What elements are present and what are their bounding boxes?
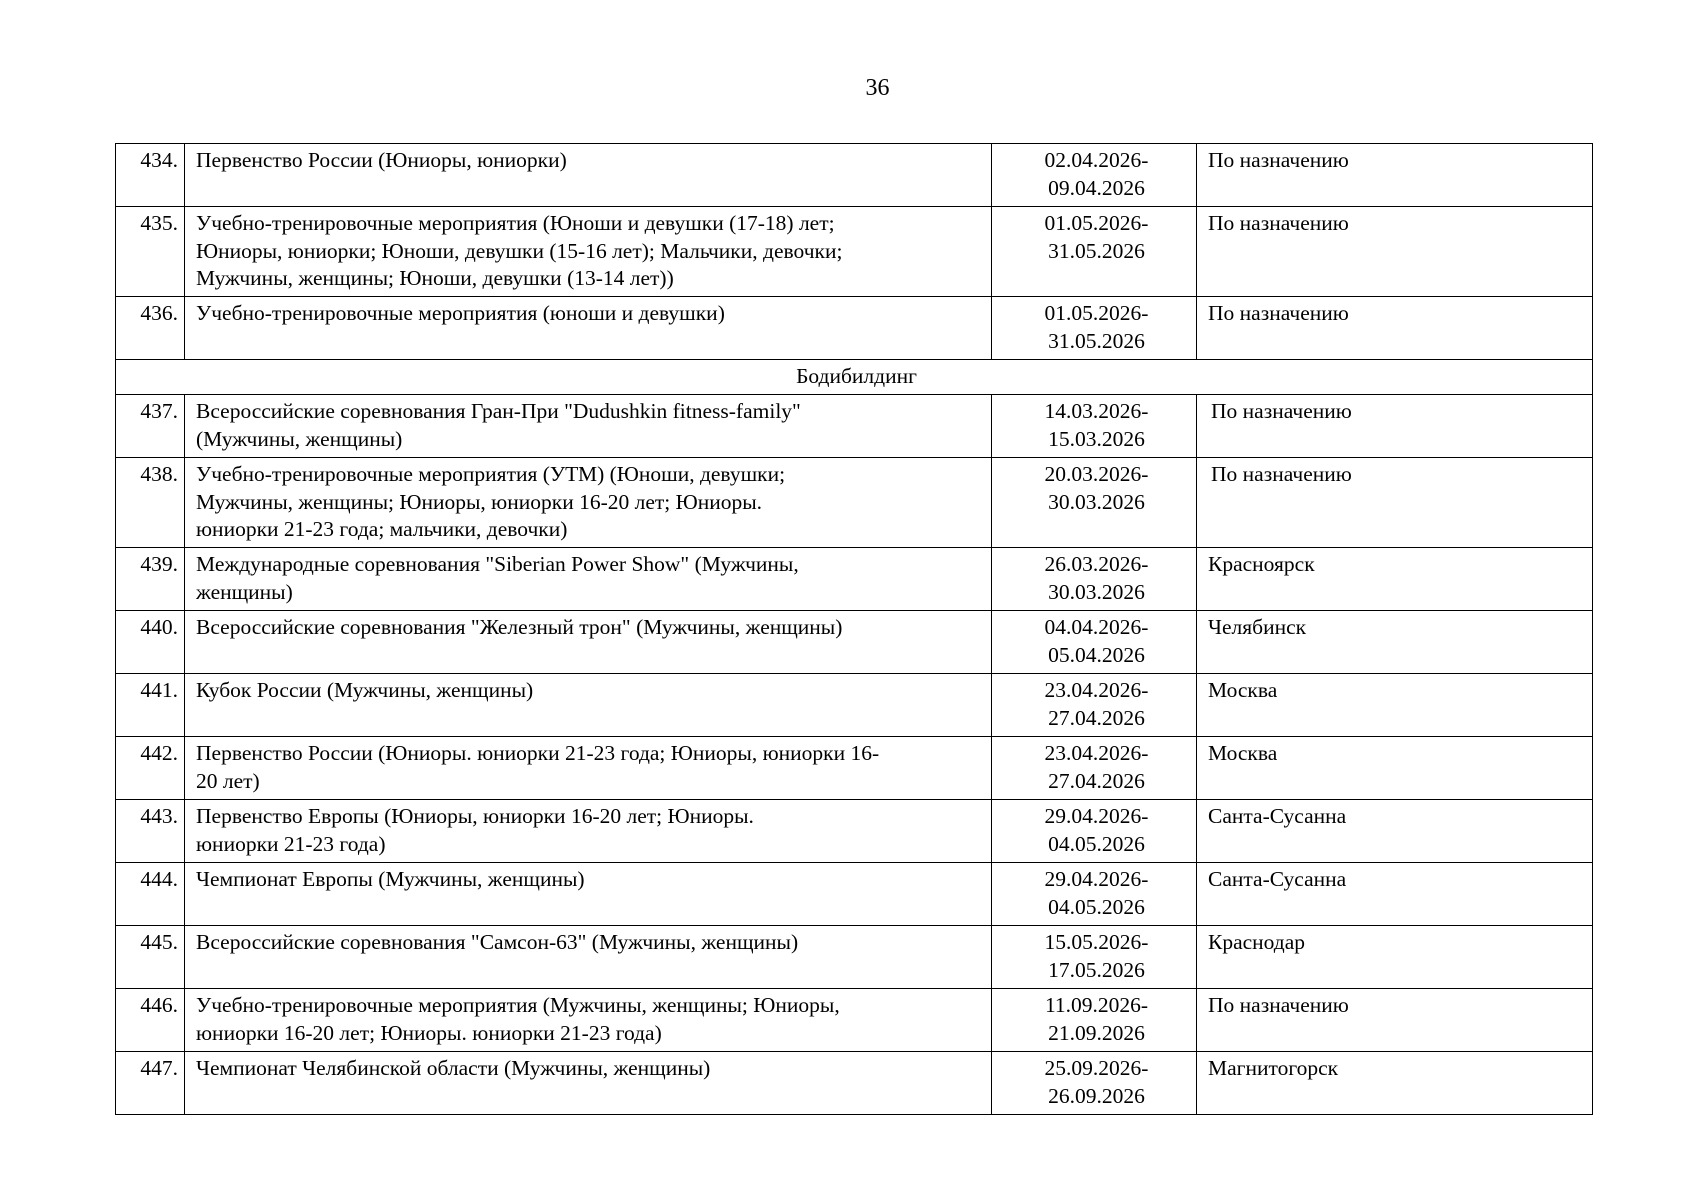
events-table <box>115 143 1593 1115</box>
event-name: Первенство России (Юниоры, юниорки) <box>185 144 992 207</box>
date-start: 01.05.2026- <box>1044 301 1149 325</box>
date-start: 14.03.2026- <box>1044 399 1149 423</box>
event-name: Всероссийские соревнования "Железный трон" (Мужчины, женщины) <box>185 611 992 674</box>
event-place: Москва <box>1197 674 1593 737</box>
event-dates <box>992 989 1197 1052</box>
row-number: 447. <box>116 1052 185 1115</box>
row-number: 436. <box>116 297 185 360</box>
event-dates <box>992 1052 1197 1115</box>
table-row <box>116 144 1593 207</box>
event-name: Учебно-тренировочные мероприятия (юноши и девушки) <box>185 297 992 360</box>
row-number: 445. <box>116 926 185 989</box>
event-place: Красноярск <box>1197 548 1593 611</box>
event-name: Учебно-тренировочные мероприятия (Юноши и девушки (17-18) лет; Юниоры, юниорки; Юноши, девушки (15-16 лет); Мальчики, девочки; Мужчины, женщины; Юноши, девушки (13-14 лет)) <box>185 207 992 297</box>
event-dates <box>992 863 1197 926</box>
date-start: 15.05.2026- <box>1044 930 1149 954</box>
table-row <box>116 395 1593 458</box>
row-number: 434. <box>116 144 185 207</box>
event-dates <box>992 926 1197 989</box>
table-row <box>116 863 1593 926</box>
date-end: 09.04.2026 <box>1048 175 1145 200</box>
event-place: Санта-Сусанна <box>1197 863 1593 926</box>
event-place: Краснодар <box>1197 926 1593 989</box>
event-dates <box>992 395 1197 458</box>
event-place: По назначению <box>1197 989 1593 1052</box>
table-row <box>116 800 1593 863</box>
event-name: Всероссийские соревнования Гран-При "Dudushkin fitness-family" (Мужчины, женщины) <box>185 395 992 458</box>
event-place: По назначению <box>1197 297 1593 360</box>
date-end: 30.03.2026 <box>1048 489 1145 514</box>
date-end: 27.04.2026 <box>1048 768 1145 793</box>
date-end: 17.05.2026 <box>1048 957 1145 982</box>
event-place: Магнитогорск <box>1197 1052 1593 1115</box>
row-number: 442. <box>116 737 185 800</box>
event-dates <box>992 611 1197 674</box>
events-table-body <box>116 144 1593 1115</box>
date-start: 25.09.2026- <box>1044 1056 1149 1080</box>
row-number: 443. <box>116 800 185 863</box>
event-dates <box>992 674 1197 737</box>
event-dates <box>992 458 1197 548</box>
row-number: 435. <box>116 207 185 297</box>
event-dates <box>992 207 1197 297</box>
table-row <box>116 611 1593 674</box>
date-end: 04.05.2026 <box>1048 831 1145 856</box>
date-end: 31.05.2026 <box>1048 328 1145 353</box>
date-start: 23.04.2026- <box>1044 741 1149 765</box>
date-end: 21.09.2026 <box>1048 1020 1145 1045</box>
event-name: Международные соревнования "Siberian Power Show" (Мужчины, женщины) <box>185 548 992 611</box>
event-place: По назначению <box>1197 144 1593 207</box>
table-row <box>116 926 1593 989</box>
event-place: По назначению <box>1197 395 1593 458</box>
event-name: Первенство Европы (Юниоры, юниорки 16-20 лет; Юниоры. юниорки 21-23 года) <box>185 800 992 863</box>
date-start: 23.04.2026- <box>1044 678 1149 702</box>
row-number: 440. <box>116 611 185 674</box>
event-name: Первенство России (Юниоры. юниорки 21-23 года; Юниоры, юниорки 16- 20 лет) <box>185 737 992 800</box>
event-name: Чемпионат Челябинской области (Мужчины, женщины) <box>185 1052 992 1115</box>
date-end: 15.03.2026 <box>1048 426 1145 451</box>
event-place: По назначению <box>1197 207 1593 297</box>
date-start: 29.04.2026- <box>1044 867 1149 891</box>
event-name: Кубок России (Мужчины, женщины) <box>185 674 992 737</box>
event-dates <box>992 737 1197 800</box>
date-start: 02.04.2026- <box>1044 148 1149 172</box>
table-row <box>116 737 1593 800</box>
date-end: 05.04.2026 <box>1048 642 1145 667</box>
event-dates <box>992 548 1197 611</box>
date-start: 11.09.2026- <box>1044 993 1149 1017</box>
page-number: 36 <box>865 75 890 101</box>
event-dates <box>992 800 1197 863</box>
table-row <box>116 1052 1593 1115</box>
row-number: 441. <box>116 674 185 737</box>
event-name: Чемпионат Европы (Мужчины, женщины) <box>185 863 992 926</box>
table-row <box>116 297 1593 360</box>
event-place: Москва <box>1197 737 1593 800</box>
date-end: 31.05.2026 <box>1048 238 1145 263</box>
date-start: 29.04.2026- <box>1044 804 1149 828</box>
row-number: 438. <box>116 458 185 548</box>
table-row <box>116 989 1593 1052</box>
event-place: По назначению <box>1197 458 1593 548</box>
table-row <box>116 458 1593 548</box>
event-dates <box>992 144 1197 207</box>
section-row <box>116 360 1593 395</box>
table-row <box>116 674 1593 737</box>
event-name: Учебно-тренировочные мероприятия (УТМ) (Юноши, девушки; Мужчины, женщины; Юниоры, юниорки 16-20 лет; Юниоры. юниорки 21-23 года; мальчики, девочки) <box>185 458 992 548</box>
date-start: 20.03.2026- <box>1044 462 1149 486</box>
table-row <box>116 548 1593 611</box>
date-start: 01.05.2026- <box>1044 211 1149 235</box>
row-number: 446. <box>116 989 185 1052</box>
row-number: 439. <box>116 548 185 611</box>
row-number: 444. <box>116 863 185 926</box>
table-row <box>116 207 1593 297</box>
row-number: 437. <box>116 395 185 458</box>
event-name: Учебно-тренировочные мероприятия (Мужчины, женщины; Юниоры, юниорки 16-20 лет; Юниоры. юниорки 21-23 года) <box>185 989 992 1052</box>
event-name: Всероссийские соревнования "Самсон-63" (Мужчины, женщины) <box>185 926 992 989</box>
date-start: 26.03.2026- <box>1044 552 1149 576</box>
section-title: Бодибилдинг <box>116 360 1593 395</box>
date-end: 04.05.2026 <box>1048 894 1145 919</box>
event-dates <box>992 297 1197 360</box>
date-start: 04.04.2026- <box>1044 615 1149 639</box>
date-end: 26.09.2026 <box>1048 1083 1145 1108</box>
event-place: Челябинск <box>1197 611 1593 674</box>
event-place: Санта-Сусанна <box>1197 800 1593 863</box>
date-end: 27.04.2026 <box>1048 705 1145 730</box>
date-end: 30.03.2026 <box>1048 579 1145 604</box>
